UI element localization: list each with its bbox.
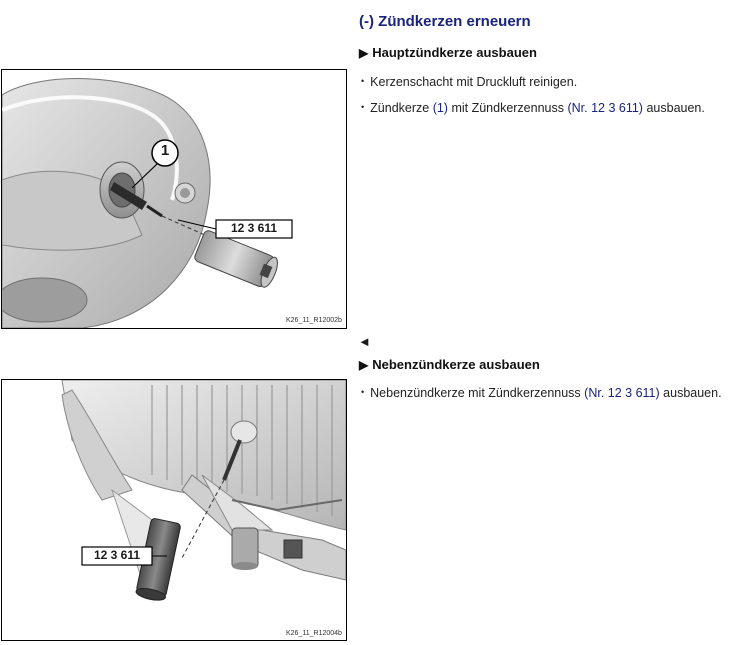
list-item xyxy=(361,75,577,89)
tool-reference-link[interactable]: (Nr. 12 3 611) xyxy=(584,386,660,400)
figure-caption: K26_11_R12002b xyxy=(286,317,342,324)
step-heading-text: Hauptzündkerze ausbauen xyxy=(372,45,537,60)
figure-main-spark-plug xyxy=(1,69,347,329)
figure-caption: K26_11_R12004b xyxy=(286,630,342,637)
bullet-icon: • xyxy=(361,76,365,86)
cylinder-fins-illustration xyxy=(2,380,346,640)
bullet-text-post: ausbauen. xyxy=(642,101,705,115)
end-of-step-marker-icon: ◄ xyxy=(358,334,371,349)
callout-number-1: 1 xyxy=(160,142,170,159)
tool-reference-link[interactable]: (Nr. 12 3 611) xyxy=(567,101,643,115)
page-title: (-) Zündkerzen erneuern xyxy=(359,13,531,30)
list-item xyxy=(361,386,722,400)
bullet-text: Kerzenschacht mit Druckluft reinigen. xyxy=(370,75,578,89)
bullet-text-pre: Nebenzündkerze mit Zündkerzennuss xyxy=(370,386,585,400)
bullet-text-mid: mit Zündkerzennuss xyxy=(447,101,568,115)
step-heading-secondary-plug xyxy=(359,357,540,372)
step-heading-text: Nebenzündkerze ausbauen xyxy=(372,357,540,372)
bullet-icon: • xyxy=(361,387,365,397)
step-heading-main-plug xyxy=(359,45,537,60)
play-triangle-icon: ▶ xyxy=(359,46,369,60)
bullet-text-post: ausbauen. xyxy=(659,386,722,400)
figure-secondary-spark-plug xyxy=(1,379,347,641)
tool-number-label: 12 3 611 xyxy=(93,548,141,562)
play-triangle-icon: ▶ xyxy=(359,358,369,372)
cylinder-head-illustration xyxy=(2,70,346,328)
list-item xyxy=(361,101,705,115)
bullet-icon: • xyxy=(361,102,365,112)
tool-number-label: 12 3 611 xyxy=(230,221,278,235)
bullet-text-pre: Zündkerze xyxy=(370,101,433,115)
callout-reference-link[interactable]: (1) xyxy=(432,101,448,115)
